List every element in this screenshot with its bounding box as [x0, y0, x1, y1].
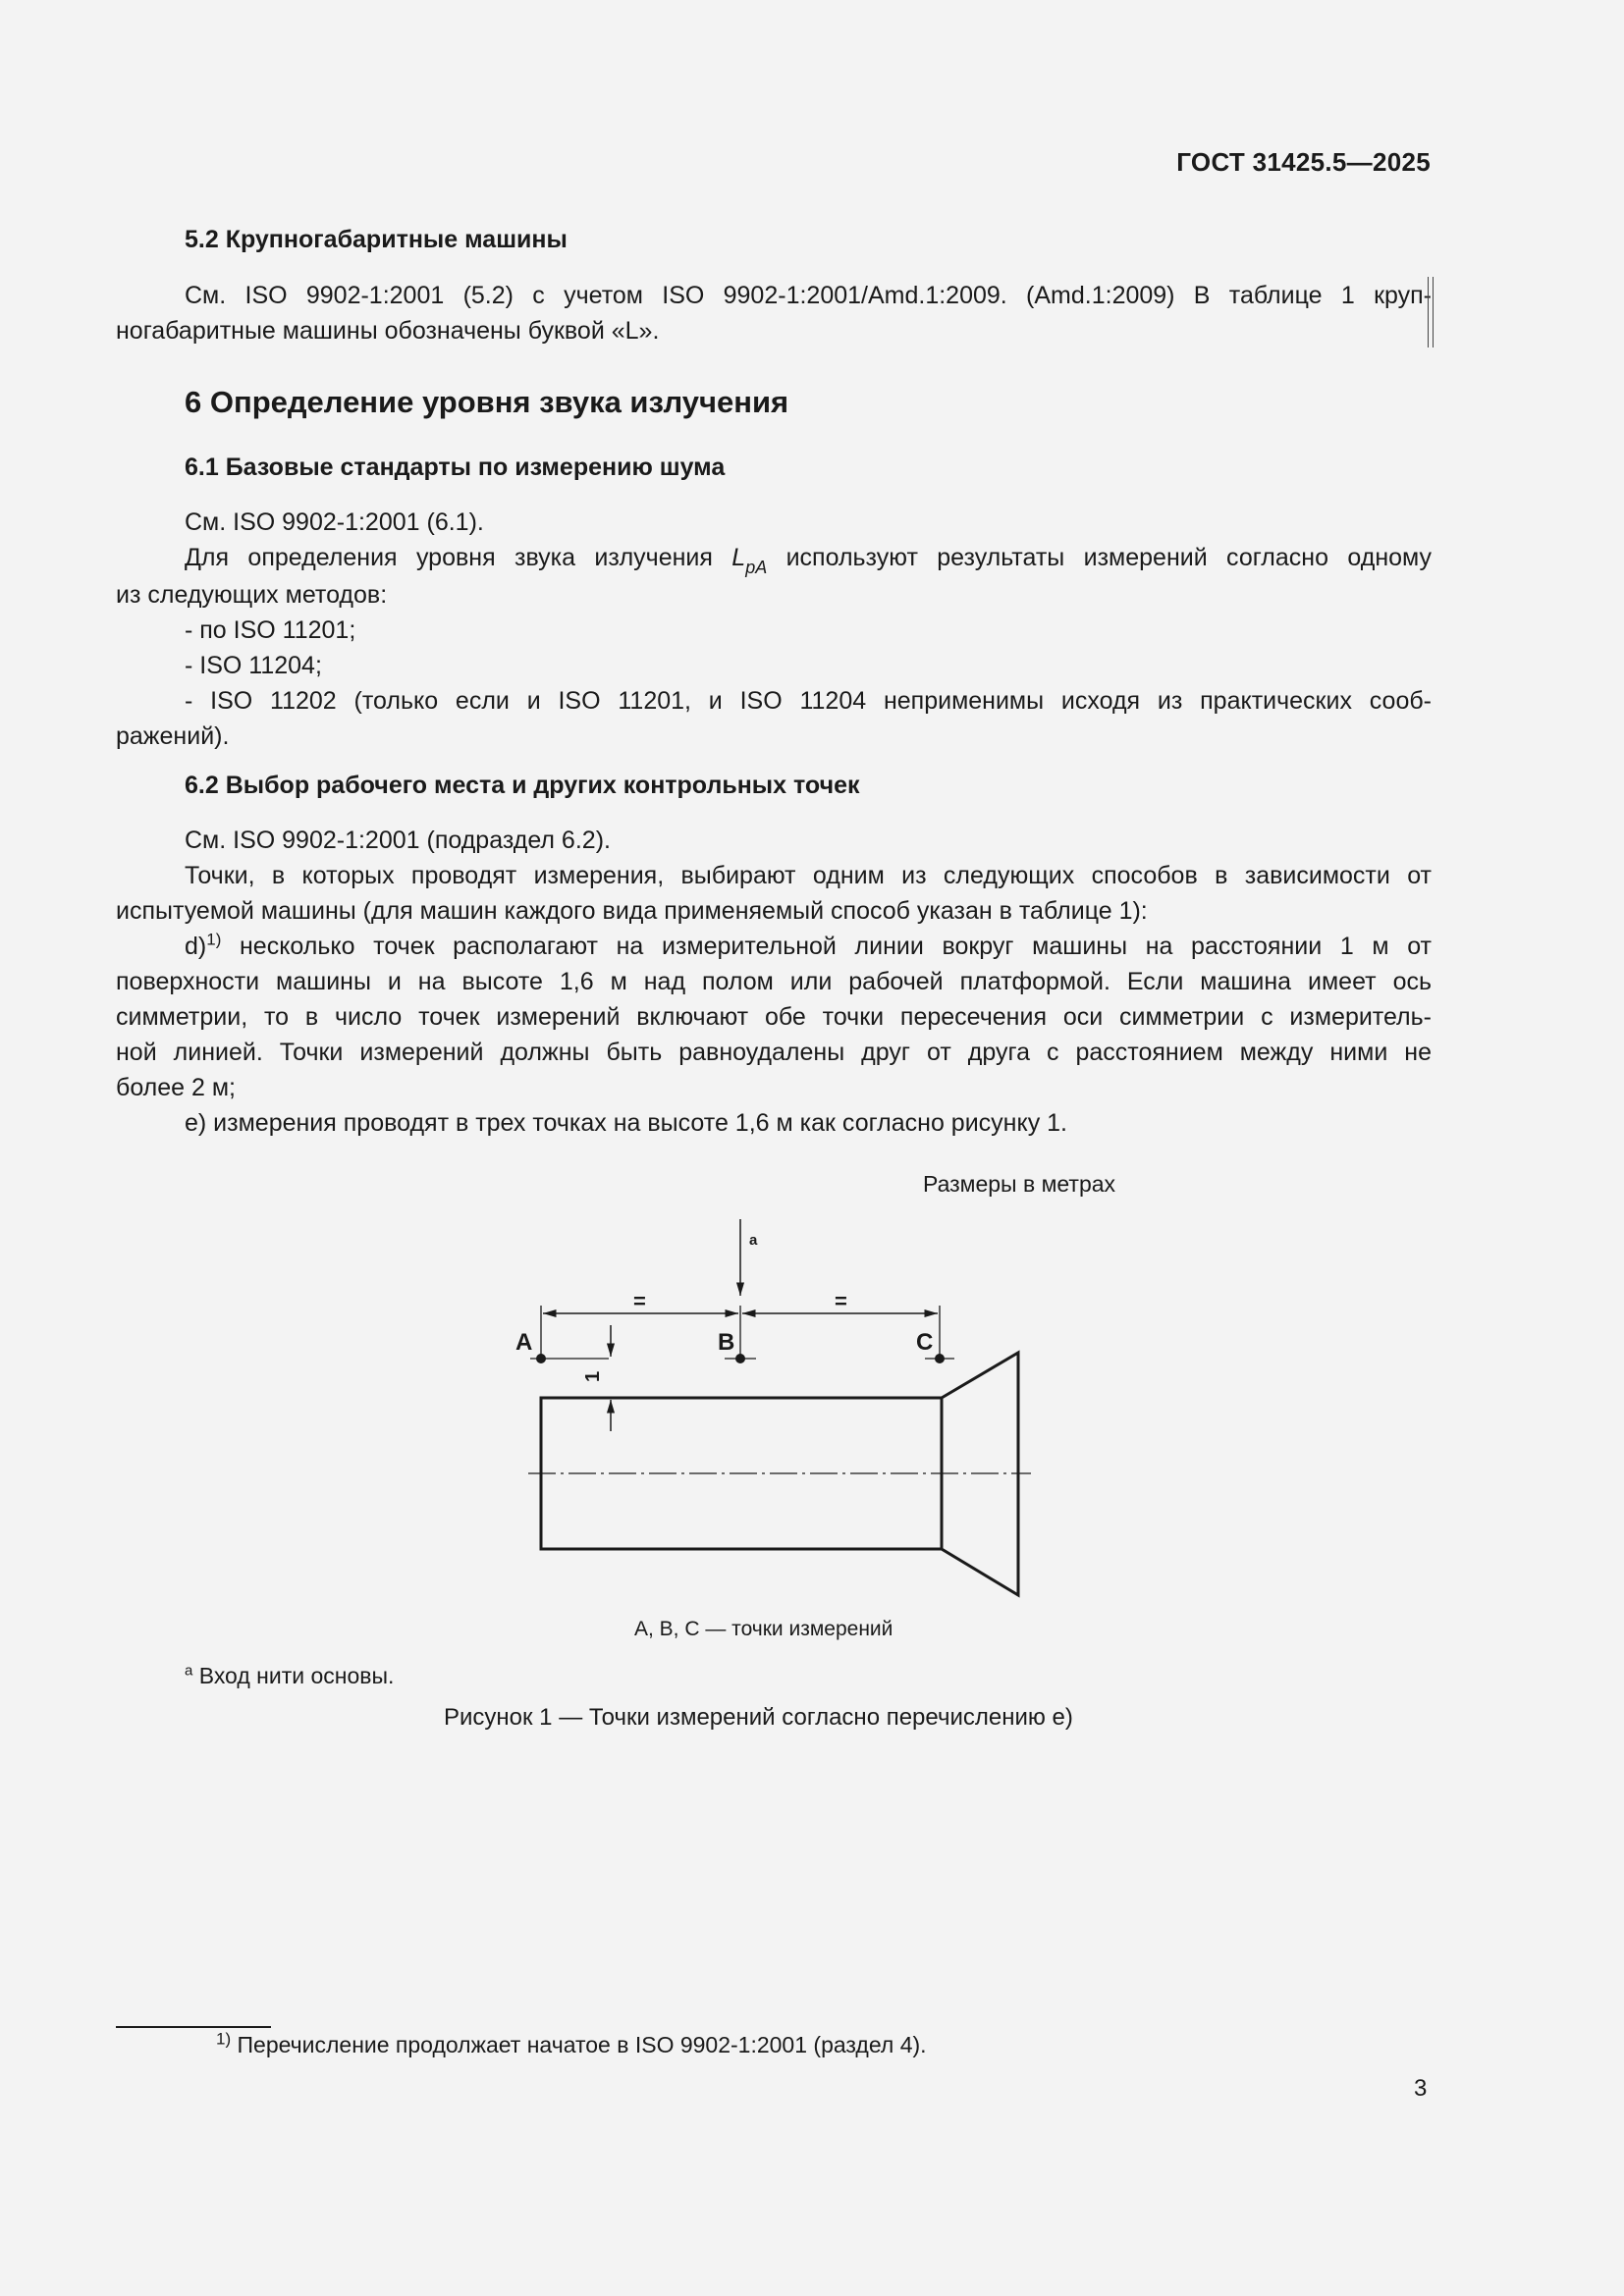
footnote	[216, 2029, 927, 2058]
item-d-line5: более 2 м;	[116, 1074, 236, 1101]
figure-caption: Рисунок 1 — Точки измерений согласно перечислению e)	[444, 1704, 1073, 1731]
figure-1-diagram	[491, 1207, 1060, 1610]
ref-6-1: См. ISO 9902-1:2001 (6.1).	[185, 508, 484, 536]
item-d-label: d)	[185, 933, 207, 960]
symbol-subscript: pA	[745, 558, 768, 577]
arrow-label-a: a	[749, 1232, 758, 1249]
point-b-label: B	[718, 1329, 735, 1356]
intro-6-1-line2: из следующих методов:	[116, 581, 388, 609]
para-5-2-line1: См. ISO 9902-1:2001 (5.2) с учетом ISO 9902-1:2001/Amd.1:2009. (Amd.1:2009) В таблице 1 круп-	[185, 282, 1432, 309]
point-a-marker	[536, 1354, 546, 1363]
figure-legend: A, B, C — точки измерений	[634, 1618, 893, 1640]
list-item: - ISO 11202 (только если и ISO 11201, и ISO 11204 неприменимы исходя из практических сооб-	[185, 687, 1432, 715]
para-5-2-line2: ногабаритные машины обозначены буквой «L».	[116, 317, 660, 345]
page-number: 3	[1414, 2075, 1428, 2102]
list-item: - по ISO 11201;	[185, 616, 356, 644]
distance-label-1: 1	[582, 1370, 604, 1382]
figure-note	[185, 1663, 394, 1689]
point-c-marker	[935, 1354, 945, 1363]
footnote-ref: 1)	[206, 930, 222, 949]
intro-6-1-line1	[116, 540, 1432, 577]
paragraph-5-2	[116, 278, 1432, 348]
heading-6: 6 Определение уровня звука излучения	[185, 385, 789, 419]
point-a-label: A	[515, 1329, 533, 1356]
change-bar	[1428, 277, 1434, 347]
document-id: ГОСТ 31425.5—2025	[1176, 147, 1431, 177]
heading-5-2: 5.2 Крупногабаритные машины	[185, 226, 568, 253]
item-d-text: несколько точек располагают на измерительной линии вокруг машины на расстоянии 1 м от	[221, 933, 1432, 960]
item-d-line2: поверхности машины и на высоте 1,6 м над полом или рабочей платформой. Если машина имеет ось	[116, 968, 1432, 995]
symbol-l: L	[731, 544, 746, 571]
item-d-line1	[116, 929, 1432, 964]
section-6-1-body	[116, 505, 1432, 754]
intro-text-before: Для определения уровня звука излучения	[185, 544, 732, 571]
point-c-label: C	[916, 1329, 934, 1356]
equal-sign-1: =	[633, 1289, 646, 1313]
ref-6-2: См. ISO 9902-1:2001 (подраздел 6.2).	[185, 827, 611, 854]
heading-6-2: 6.2 Выбор рабочего места и других контрольных точек	[185, 772, 860, 799]
equal-sign-2: =	[835, 1289, 847, 1313]
point-b-marker	[735, 1354, 745, 1363]
footnote-marker: 1)	[216, 2029, 232, 2049]
item-e: e) измерения проводят в трех точках на высоте 1,6 м как согласно рисунку 1.	[185, 1109, 1067, 1137]
list-item-continuation: ражений).	[116, 722, 230, 750]
intro-6-2-line1: Точки, в которых проводят измерения, выбирают одним из следующих способов в зависимости от	[185, 862, 1432, 889]
footnote-separator	[116, 2026, 271, 2028]
item-d-line4: ной линией. Точки измерений должны быть равноудалены друг от друга с расстоянием между ними не	[116, 1039, 1432, 1066]
intro-6-2-line2: испытуемой машины (для машин каждого вида применяемый способ указан в таблице 1):	[116, 897, 1148, 925]
intro-text-after: используют результаты измерений согласно одному	[767, 544, 1432, 571]
section-6-2-body	[116, 823, 1432, 1141]
note-text: Вход нити основы.	[192, 1663, 395, 1688]
list-item: - ISO 11204;	[185, 652, 322, 679]
heading-6-1: 6.1 Базовые стандарты по измерению шума	[185, 454, 726, 481]
footnote-text: Перечисление продолжает начатое в ISO 9902-1:2001 (раздел 4).	[231, 2032, 927, 2057]
item-d-line3: симметрии, то в число точек измерений включают обе точки пересечения оси симметрии с измеритель-	[116, 1003, 1432, 1031]
dimensions-note: Размеры в метрах	[923, 1171, 1116, 1197]
note-marker: a	[185, 1662, 193, 1680]
